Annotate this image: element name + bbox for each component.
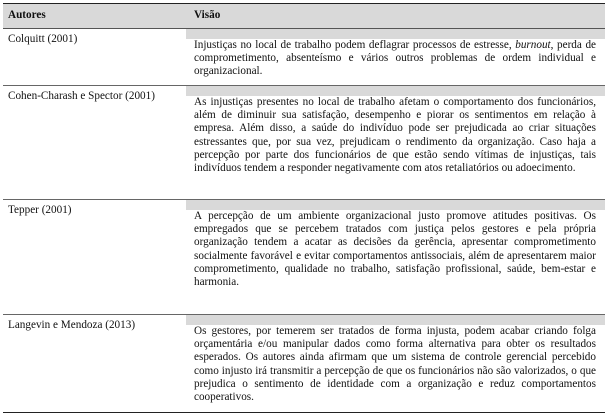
row-author: Cohen-Charash e Spector (2001) <box>8 90 155 102</box>
table-row <box>3 200 605 315</box>
row-author: Langevin e Mendoza (2013) <box>8 319 136 331</box>
table-row <box>3 86 605 200</box>
row-view <box>194 39 596 79</box>
table-row <box>3 29 605 86</box>
view-text: Injustiças no local de trabalho podem deflagrar processos de estresse, <box>194 39 516 51</box>
table-row <box>3 315 605 413</box>
row-view: A percepção de um ambiente organizacional justo promove atitudes positivas. Os empregados que se percebem tratados com justiça pelos gestores e pela própria organização tendem a acatar as decisões da gerência, apresentar comprometimento socialmente favorável e evitar comportamentos antissociais, além de apresentarem maior comprometimento, qualidade no trabalho, satisfação profissional, saúde, bem-estar e harmonia. <box>194 210 596 289</box>
row-view: Os gestores, por temerem ser tratados de forma injusta, podem acabar criando folga orçamentária e/ou manipular dados como forma alternativa para obter os resultados esperados. Os autores ainda afirmam que um sistema de controle gerencial percebido como injusto irá transmitir a percepção de que os funcionários não são valorizados, o que prejudica o sentimento de identidade com a organização e reduz comportamentos cooperativos. <box>194 325 596 404</box>
header-authors: Autores <box>8 9 46 21</box>
shaded-band <box>186 200 605 210</box>
shaded-band <box>186 315 605 325</box>
shaded-band <box>186 86 605 96</box>
table-header-row <box>3 4 605 29</box>
view-text: , perda de comprometimento, absenteísmo e vários outros problemas de ordem individual e organizacional. <box>194 39 597 78</box>
header-view: Visão <box>194 9 221 21</box>
row-author: Colquitt (2001) <box>8 33 78 45</box>
shaded-band <box>186 29 605 39</box>
row-author: Tepper (2001) <box>8 204 72 216</box>
view-italic-term: burnout <box>515 39 551 51</box>
row-view: As injustiças presentes no local de trabalho afetam o comportamento dos funcionários, além de diminuir sua satisfação, desempenho e piorar os sentimentos em relação à empresa. Além disso, a saúde do indivíduo pode ser prejudicada ao criar situações estressantes que, por sua vez, prejudicam o rendimento da organização. Caso haja a percepção por parte dos funcionários de que estão sendo vítimas de injustiças, tais indivíduos tendem a responder negativamente com atos retaliatórios ou adoecimento. <box>194 96 596 175</box>
